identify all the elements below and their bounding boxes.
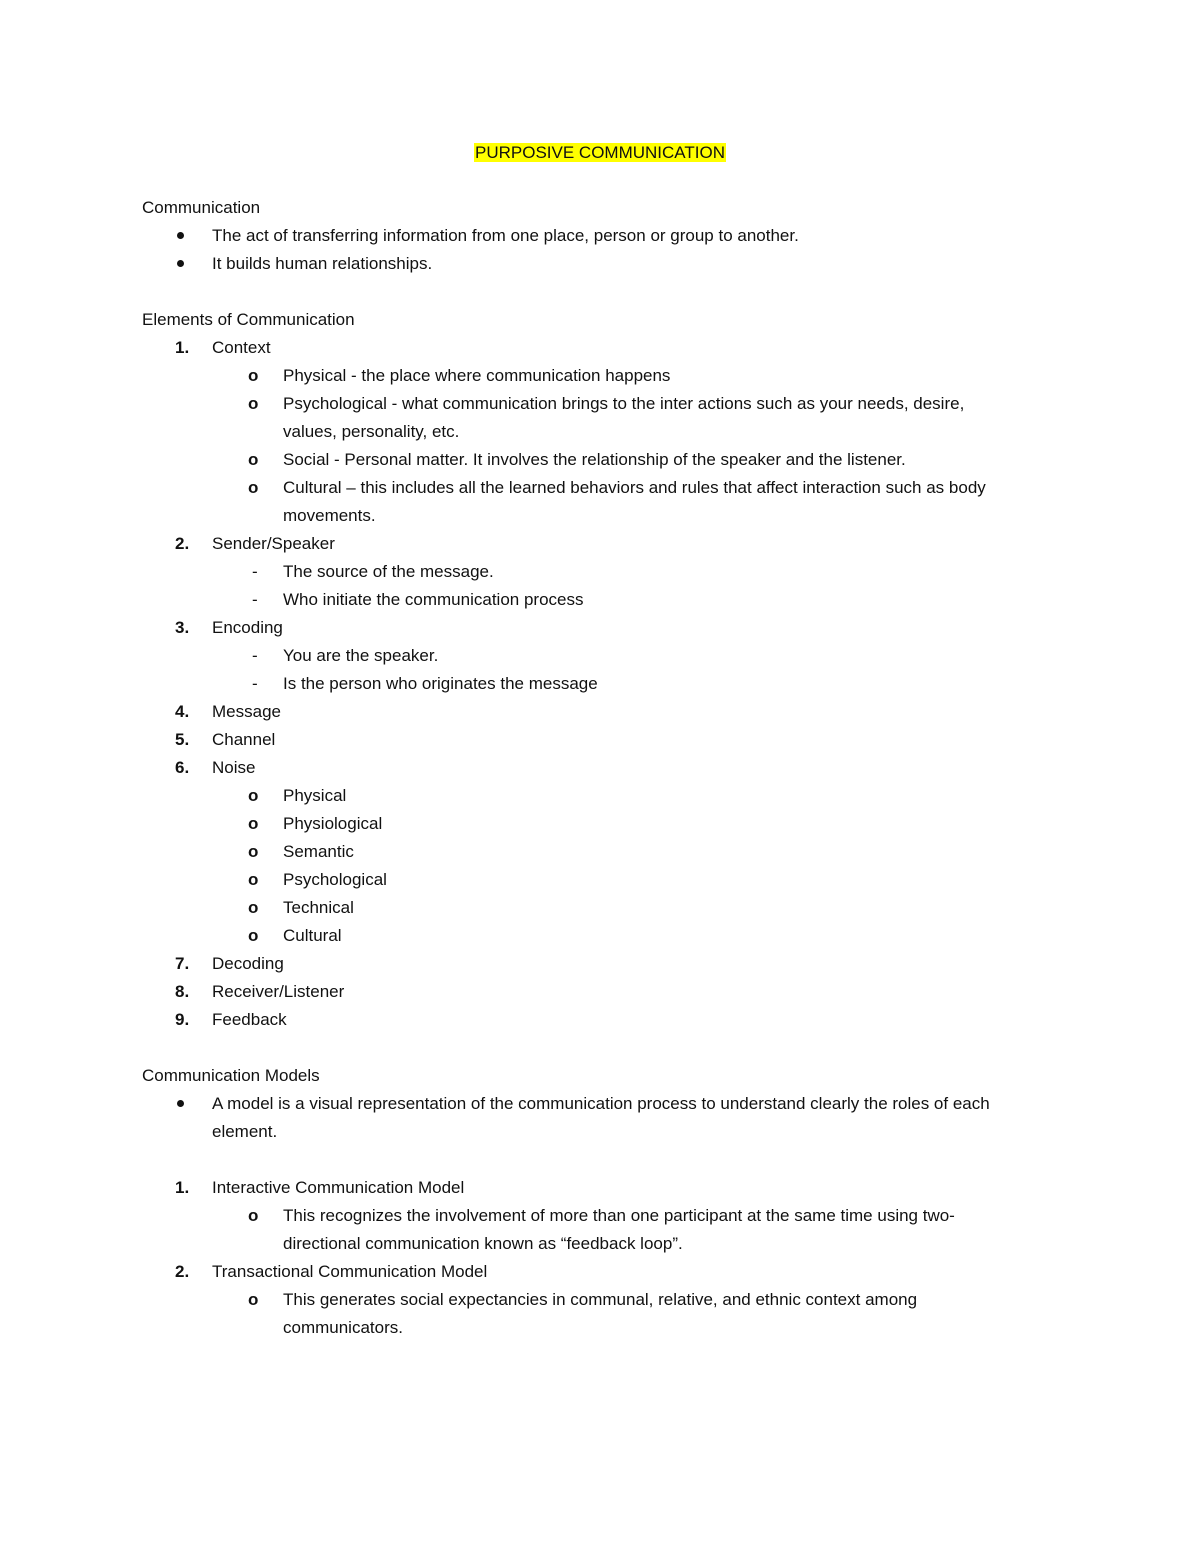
list-item-label: Encoding xyxy=(212,618,283,637)
list-item-label: Sender/Speaker xyxy=(212,534,335,553)
sub-list-item: Physical - the place where communication happens xyxy=(283,366,671,385)
list-number: 4. xyxy=(175,702,190,721)
list-number: 1. xyxy=(175,338,190,357)
sub-list-item: Is the person who originates the message xyxy=(283,674,598,693)
page-title: PURPOSIVE COMMUNICATION xyxy=(475,143,725,162)
list-number: 3. xyxy=(175,618,190,637)
sub-list-item: Social - Personal matter. It involves the relationship of the speaker and the listener. xyxy=(283,450,906,469)
list-number: 9. xyxy=(175,1010,190,1029)
sub-list-item: The source of the message. xyxy=(283,562,494,581)
circle-bullet-icon: o xyxy=(248,478,259,497)
list-item-label: Noise xyxy=(212,758,256,777)
circle-bullet-icon: o xyxy=(248,814,259,833)
sub-list-item: communicators. xyxy=(283,1318,403,1337)
list-number: 1. xyxy=(175,1178,190,1197)
sub-list-item: Psychological - what communication brings to the inter actions such as your needs, desire, xyxy=(283,394,965,413)
sub-list-item: values, personality, etc. xyxy=(283,422,460,441)
circle-bullet-icon: o xyxy=(248,450,259,469)
list-item-label: Interactive Communication Model xyxy=(212,1178,465,1197)
sub-list-item: Technical xyxy=(283,898,354,917)
sub-list-item: Physical xyxy=(283,786,347,805)
dash-bullet-icon: - xyxy=(252,562,258,581)
list-number: 2. xyxy=(175,1262,190,1281)
sub-list-item: This generates social expectancies in communal, relative, and ethnic context among xyxy=(283,1290,918,1309)
dash-bullet-icon: - xyxy=(252,674,258,693)
list-number: 2. xyxy=(175,534,190,553)
sub-list-item: Cultural xyxy=(283,926,342,945)
sub-list-item: You are the speaker. xyxy=(283,646,439,665)
section-heading: Communication Models xyxy=(142,1066,320,1085)
section-heading: Communication xyxy=(142,198,261,217)
circle-bullet-icon: o xyxy=(248,898,259,917)
sub-list-item: Who initiate the communication process xyxy=(283,590,584,609)
list-item-label: Feedback xyxy=(212,1010,287,1029)
list-number: 7. xyxy=(175,954,190,973)
sub-list-item: movements. xyxy=(283,506,376,525)
sub-list-item: Cultural – this includes all the learned behaviors and rules that affect interaction such as body xyxy=(283,478,986,497)
section-heading: Elements of Communication xyxy=(142,310,355,329)
sub-list-item: Psychological xyxy=(283,870,387,889)
list-number: 6. xyxy=(175,758,190,777)
list-item-label: Transactional Communication Model xyxy=(212,1262,488,1281)
sub-list-item: Physiological xyxy=(283,814,383,833)
list-item-label: Decoding xyxy=(212,954,284,973)
circle-bullet-icon: o xyxy=(248,394,259,413)
dash-bullet-icon: - xyxy=(252,590,258,609)
list-item-label: Channel xyxy=(212,730,276,749)
list-item-label: Receiver/Listener xyxy=(212,982,345,1001)
circle-bullet-icon: o xyxy=(248,926,259,945)
list-number: 8. xyxy=(175,982,190,1001)
bullet-item: element. xyxy=(212,1122,278,1141)
circle-bullet-icon: o xyxy=(248,1206,259,1225)
list-item-label: Context xyxy=(212,338,271,357)
list-number: 5. xyxy=(175,730,190,749)
bullet-icon xyxy=(177,1100,184,1107)
bullet-item: A model is a visual representation of the communication process to understand clearly the roles of each xyxy=(212,1094,990,1113)
list-item-label: Message xyxy=(212,702,281,721)
dash-bullet-icon: - xyxy=(252,646,258,665)
sub-list-item: directional communication known as “feedback loop”. xyxy=(283,1234,683,1253)
circle-bullet-icon: o xyxy=(248,366,259,385)
title-container xyxy=(0,143,1200,163)
bullet-icon xyxy=(177,260,184,267)
circle-bullet-icon: o xyxy=(248,786,259,805)
bullet-icon xyxy=(177,232,184,239)
bullet-item: The act of transferring information from one place, person or group to another. xyxy=(212,226,799,245)
circle-bullet-icon: o xyxy=(248,1290,259,1309)
sub-list-item: Semantic xyxy=(283,842,354,861)
circle-bullet-icon: o xyxy=(248,870,259,889)
circle-bullet-icon: o xyxy=(248,842,259,861)
bullet-item: It builds human relationships. xyxy=(212,254,433,273)
sub-list-item: This recognizes the involvement of more than one participant at the same time using two- xyxy=(283,1206,955,1225)
